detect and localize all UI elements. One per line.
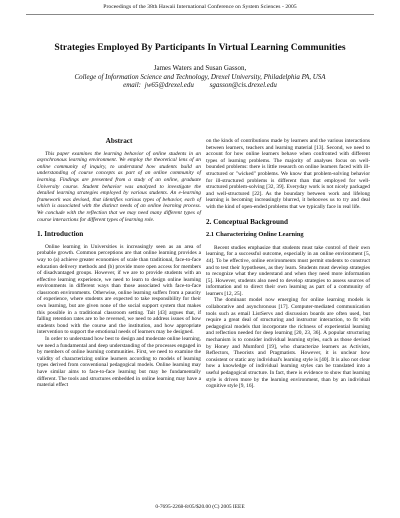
background-heading: 2. Conceptual Background bbox=[206, 217, 288, 226]
introduction-heading: 1. Introduction bbox=[37, 230, 84, 239]
email-2: sgasson@cis.drexel.edu bbox=[209, 81, 277, 90]
email-1: jw65@drexel.edu bbox=[144, 81, 194, 90]
authors: James Waters and Susan Gasson, bbox=[153, 64, 247, 72]
abstract-text: This paper examines the learning behavior of online students in an asynchronous learning environment. We employ the theoretical lens of an online community of inquiry, to understand how students build an understanding of course concepts as part of an online community of learning. Findings are presented from a study of an online, graduate University course. Student behavior was analyzed to investigate the detailed learning strategies employed by various students. An e-learning framework was devised, that identifies various types of behavior, each of which is associated with the distinct needs of an online learning process. We conclude with the reflection that we may need many different types of course interactions for different types of learning role. bbox=[37, 150, 201, 223]
intro-paragraph-3: on the kinds of contributions made by learners and the various interactions between learners, teachers and learning material [13]. Second, we need to account for how online learners behave when confronted with different types of learning problems. The majority of analyses focus on well-bounded problems: there is little research on online learners faced with ill-structured or "wicked" problems. We know that problem-solving behavior for ill-structured problems is different than that employed for well-structured problem-solving [32, 39]. Everyday work is not nicely packaged and well-structured [22]. As the boundary between work and lifelong learning is becoming increasingly blurred, it behooves us to try and deal with the kind of open-ended problems that we typically face in real life. bbox=[206, 138, 370, 210]
header-rule bbox=[26, 14, 374, 15]
running-head: Proceedings of the 38th Hawaii International Conference on System Sciences - 2005 bbox=[103, 4, 297, 10]
intro-paragraph-1: Online learning in Universities is increasingly seen as an area of probable growth. Common perceptions are that online learning provides a way to (a) achieve greater economies of scale than traditional, face-to-face education delivery methods and (b) provide more open access for members of disadvantaged groups. However, if we are to provide students with an effective learning experience, we need to learn to design online learning environments in different ways than those associated with face-to-face classroom environments. Otherwise, online learning suffers from a paucity of experience, where students are expected to take responsibility for their own learning, but are given none of the social support system that makes this possible in a traditional classroom setting. Tait [43] argues that, if falling retention rates are to be reversed, we need to address issues of how students bond with the course and the institution, and how appropriate intervention to support the emotional needs of learners may be designed. bbox=[37, 243, 201, 336]
author-block bbox=[0, 64, 400, 90]
left-column bbox=[37, 138, 201, 389]
abstract-section bbox=[37, 138, 201, 223]
affiliation: College of Information Science and Technology, Drexel University, Philadelphia PA, USA bbox=[74, 72, 326, 81]
intro-paragraph-2: In order to understand how best to design and moderate online learning, we need a fundamental and deep understanding of the processes engaged in by members of online learning communities. First, we need to examine the validity of characterizing online learners according to models of learning types derived from conventional pedagogical models. Online learning may have similar aims to face-to-face learning but may be fundamentally different. The tools and structures embedded in online learning may have a material effect bbox=[37, 336, 201, 389]
right-column bbox=[206, 138, 370, 390]
paper-title: Strategies Employed By Participants In Virtual Learning Communities bbox=[54, 42, 346, 53]
page-footer: 0-7695-2268-8/05/$20.00 (C) 2005 IEEE bbox=[155, 504, 245, 510]
email-line bbox=[0, 81, 400, 90]
background-paragraph-1: Recent studies emphasize that students must take control of their own learning, for a successful outcome, especially in an online environment [5, 44]. To be effective, online environments must permit students to construct and to test their hypotheses, as they learn. Students must develop strategies to recognize what they understand and when they need more information [5]. However, students also need to develop strategies to assess sources of information and to direct their own learning as part of a community of learners [12, 25]. bbox=[206, 244, 370, 297]
online-learning-subheading: 2.1 Characterizing Online Learning bbox=[206, 231, 304, 239]
abstract-heading: Abstract bbox=[105, 137, 133, 145]
background-paragraph-2: The dominant model now emerging for online learning models is collaborative and asynchronous [17]. Computer-mediated communication tools such as email ListServs and discussion boards are often used, but require a great deal of structuring and instructor interaction, to fit with pedagogical models that incorporate the richness of experiential learning and reflection needed for deep learning [20, 23, 36]. A popular structuring mechanism is to consider individual learning styles, such as those devised by Honey and Mumford [19], who characterize learners as Activists, Reflectors, Theorists and Pragmatists. However, it is unclear how consistent or static any individual's learning style is [40]. It is also not clear how a knowledge of individual learning styles can be translated into a useful pedagogical structure. In fact, there is evidence to show that learning style is driven more by the learning environment, than by an individual cognitive style [9, 16]. bbox=[206, 297, 370, 390]
email-label: email: bbox=[123, 81, 141, 90]
